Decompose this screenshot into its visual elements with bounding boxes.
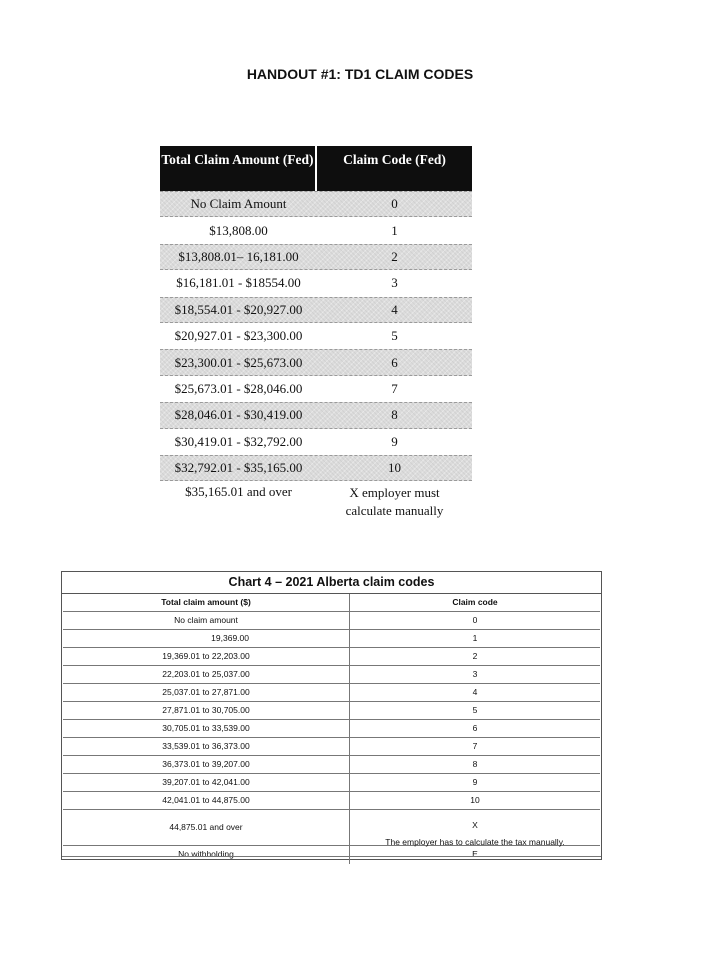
table-double-rule [62,856,601,857]
federal-code-line: X employer must [349,485,440,501]
alberta-row [63,774,600,792]
alberta-row [63,666,600,684]
federal-amount: $13,808.00 [209,222,268,238]
alberta-code: 6 [472,723,478,733]
alberta-code: 1 [472,633,478,643]
federal-amount: $16,181.01 - $18554.00 [176,275,301,291]
federal-amount: $35,165.01 and over [185,484,292,500]
federal-amount: $32,792.01 - $35,165.00 [174,460,303,476]
alberta-code: E [472,849,478,859]
alberta-row [63,630,600,648]
alberta-amount: 36,373.01 to 39,207.00 [63,756,350,773]
alberta-table-title: Chart 4 – 2021 Alberta claim codes [62,572,601,594]
alberta-amount: 33,539.01 to 36,373.00 [63,738,350,755]
federal-code-header: Claim Code (Fed) [343,152,446,167]
alberta-amount: 25,037.01 to 27,871.00 [63,684,350,701]
alberta-row [63,612,600,630]
alberta-amount: 19,369.01 to 22,203.00 [63,648,350,665]
federal-code: 6 [391,354,398,370]
federal-code-line: calculate manually [345,503,444,519]
federal-amount: $28,046.01 - $30,419.00 [174,407,303,423]
federal-row [160,270,472,296]
alberta-row [63,738,600,756]
alberta-code-line: The employer has to calculate the tax manually. [385,837,565,847]
alberta-code-header: Claim code [452,597,498,607]
federal-amount: $25,673.01 - $28,046.00 [174,380,303,396]
federal-code: 9 [391,433,398,449]
federal-code: 2 [391,248,398,264]
alberta-row [63,846,600,864]
federal-row [160,402,472,428]
federal-code: 8 [391,407,398,423]
federal-amount: $18,554.01 - $20,927.00 [174,301,303,317]
federal-row [160,455,472,481]
alberta-amount: No withholding [63,846,350,864]
alberta-row [63,702,600,720]
alberta-table-header [63,594,600,612]
federal-code: 10 [388,460,401,476]
alberta-row [63,684,600,702]
alberta-code [350,810,600,845]
federal-row [160,323,472,349]
federal-code: 4 [391,301,398,317]
alberta-amount: 39,207.01 to 42,041.00 [63,774,350,791]
alberta-row [63,756,600,774]
federal-row [160,244,472,270]
alberta-code: 8 [472,759,478,769]
alberta-code-line: X [472,820,478,830]
federal-code: 7 [391,380,398,396]
federal-code: 0 [391,196,398,212]
alberta-code: 3 [472,669,478,679]
federal-amount-header: Total Claim Amount (Fed) [160,146,317,191]
alberta-code: 2 [472,651,478,661]
federal-row [160,217,472,243]
federal-amount: $20,927.01 - $23,300.00 [174,328,303,344]
federal-claim-table [160,146,472,521]
alberta-amount: 19,369.00 [63,630,350,647]
alberta-code: 10 [470,795,480,805]
alberta-code: 7 [472,741,478,751]
federal-code: 5 [391,328,398,344]
alberta-amount: 22,203.01 to 25,037.00 [63,666,350,683]
federal-amount: $13,808.01– 16,181.00 [178,248,299,264]
alberta-code: 5 [472,705,478,715]
federal-code: 3 [391,275,398,291]
federal-row [160,429,472,455]
federal-code [317,484,472,520]
alberta-code: 9 [472,777,478,787]
alberta-row [63,792,600,810]
federal-amount: $30,419.01 - $32,792.00 [174,433,303,449]
alberta-row [63,720,600,738]
federal-code: 1 [391,222,398,238]
federal-amount: No Claim Amount [190,196,287,212]
alberta-amount: 44,875.01 and over [63,810,350,845]
federal-table-header [160,146,472,191]
alberta-claim-table [61,571,602,860]
alberta-code: 4 [472,687,478,697]
alberta-code: 0 [472,615,478,625]
federal-row [160,376,472,402]
federal-row [160,481,472,521]
alberta-amount: 42,041.01 to 44,875.00 [63,792,350,809]
alberta-row [63,810,600,846]
alberta-amount: No claim amount [63,612,350,629]
page-title: HANDOUT #1: TD1 CLAIM CODES [246,66,474,82]
federal-amount: $23,300.01 - $25,673.00 [174,354,303,370]
alberta-row [63,648,600,666]
alberta-amount: 27,871.01 to 30,705.00 [63,702,350,719]
federal-row [160,349,472,375]
federal-row [160,191,472,217]
alberta-amount: 30,705.01 to 33,539.00 [63,720,350,737]
alberta-amount-header: Total claim amount ($) [63,594,350,611]
federal-row [160,297,472,323]
